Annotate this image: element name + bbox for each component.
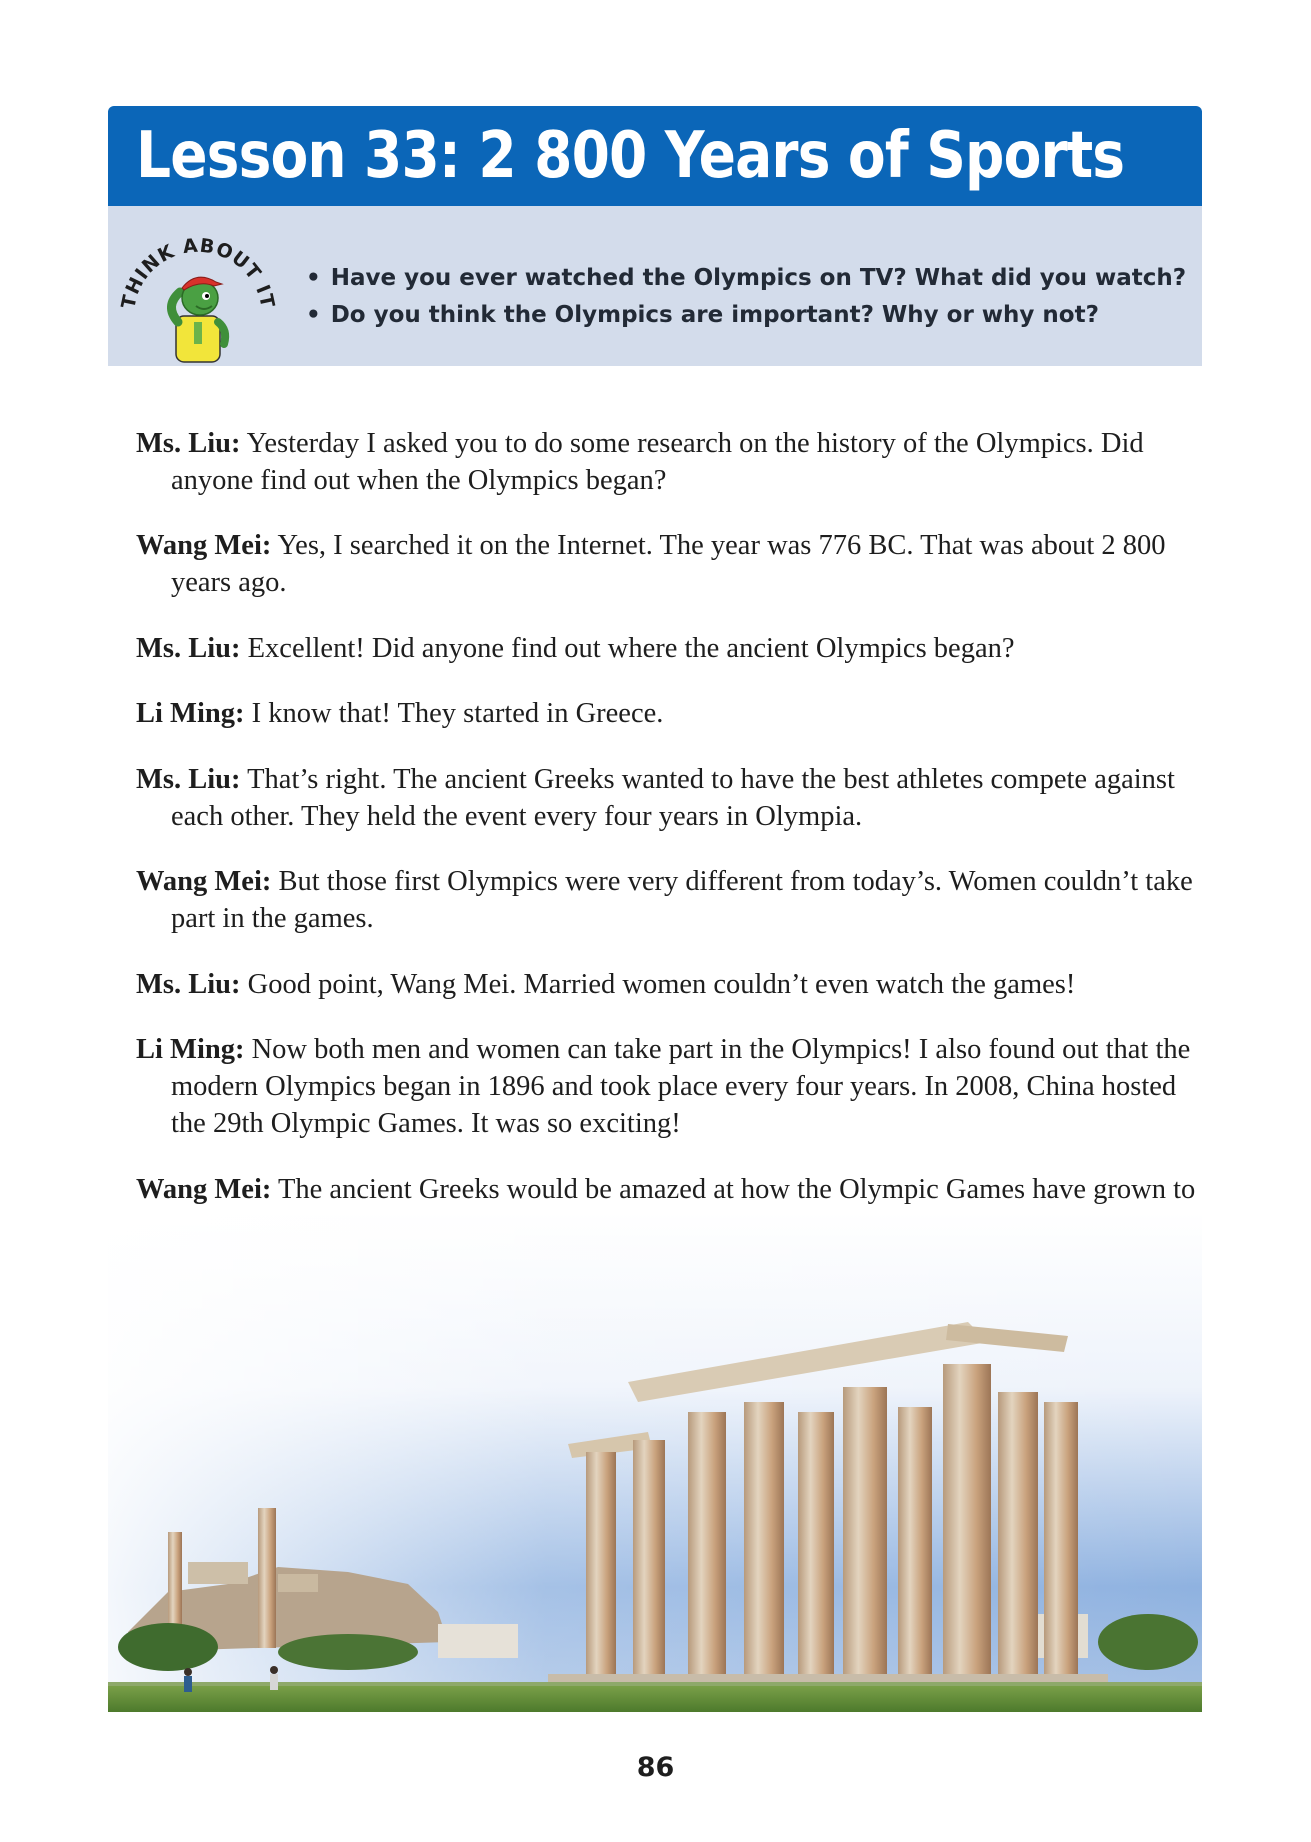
dialogue-text: That’s right. The ancient Greeks wanted to have the best athletes compete against each other. They held the event every four years in Olympia.	[171, 763, 1175, 832]
speaker-name: Wang Mei:	[136, 530, 272, 561]
dialogue-text: Excellent! Did anyone find out where the ancient Olympics began?	[247, 632, 1015, 664]
dialogue-turn	[136, 630, 1206, 667]
dialogue-text: The ancient Greeks would be amazed at how the Olympic Games have grown to	[278, 1173, 1196, 1205]
dialogue-turn	[136, 761, 1206, 835]
think-about-it-box	[108, 206, 1202, 366]
speaker-name: Ms. Liu:	[136, 427, 241, 459]
think-about-it-questions	[306, 260, 1186, 334]
think-about-it-label: THINK ABOUT IT	[117, 234, 279, 311]
speaker-name: Wang Mei:	[136, 1173, 272, 1205]
think-question: • Have you ever watched the Olympics on TV? What did you watch?	[306, 260, 1186, 297]
turtle-mascot-icon	[171, 277, 225, 362]
dialogue-text: Yes, I searched it on the Internet. The year was 776 BC. That was about 2 800 years ago.	[171, 530, 1166, 598]
lesson-title-bar	[108, 106, 1202, 206]
speaker-name: Li Ming:	[136, 698, 245, 729]
dialogue-text: But those first Olympics were very different from today’s. Women couldn’t take part in the games.	[171, 866, 1193, 934]
dialogue-turn	[136, 695, 1206, 732]
speaker-name: Ms. Liu:	[136, 632, 241, 664]
dialogue-text: Yesterday I asked you to do some research on the history of the Olympics. Did anyone find out when the Olympics began?	[171, 427, 1144, 496]
page-number: 86	[636, 1752, 675, 1783]
lesson-title: Lesson 33: 2 800 Years of Sports	[136, 119, 1125, 193]
dialogue-turn	[136, 527, 1206, 601]
dialogue-turn	[136, 966, 1206, 1003]
speaker-name: Li Ming:	[136, 1034, 245, 1065]
dialogue-text: I know that! They started in Greece.	[251, 698, 664, 729]
temple-of-zeus-photo	[108, 1212, 1202, 1712]
speaker-name: Wang Mei:	[136, 866, 272, 897]
speaker-name: Ms. Liu:	[136, 968, 241, 1000]
speaker-name: Ms. Liu:	[136, 763, 241, 795]
dialogue-text: Now both men and women can take part in the Olympics! I also found out that the modern Olympics began in 1896 and took place every four years. In 2008, China hosted the 29th Olympic Games. It was so exciting!	[171, 1034, 1191, 1139]
dialogue-turn	[136, 425, 1206, 499]
think-about-it-badge	[116, 226, 286, 366]
dialogue-turn	[136, 1031, 1206, 1142]
dialogue-turn	[136, 863, 1206, 937]
think-question: • Do you think the Olympics are important? Why or why not?	[306, 297, 1186, 334]
dialogue-text: Good point, Wang Mei. Married women couldn’t even watch the games!	[247, 968, 1076, 1000]
temple-ruins-illustration	[108, 1212, 1202, 1712]
